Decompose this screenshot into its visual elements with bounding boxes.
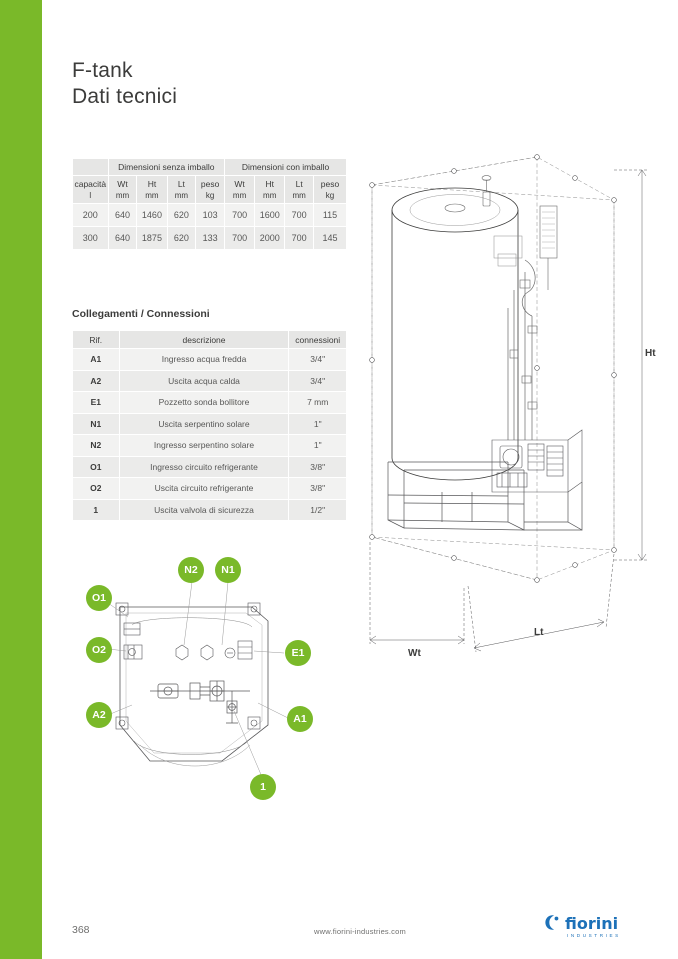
conn-ref: A2 [73, 370, 120, 392]
callout-badge-o1: O1 [86, 585, 112, 611]
conn-ref: A1 [73, 349, 120, 371]
table-row [73, 456, 347, 478]
col-header-weight-1 [196, 176, 225, 204]
conn-size: 3/4" [289, 349, 347, 371]
connections-title: Collegamenti / Connessioni [72, 308, 210, 320]
cell-ht2: 1600 [255, 204, 285, 227]
cell-wt1: 640 [108, 227, 137, 250]
cell-weight1: 103 [196, 204, 225, 227]
callout-badge-a2: A2 [86, 702, 112, 728]
dimensions-group-header-row [73, 159, 347, 176]
callout-badge-a1: A1 [287, 706, 313, 732]
cell-wt1: 640 [108, 204, 137, 227]
logo-tagline: INDUSTRIES [567, 933, 621, 938]
tank-assembly-svg [342, 140, 672, 700]
col-header-lt-2 [285, 176, 314, 204]
group-header-without-packaging: Dimensioni senza imballo [108, 159, 224, 176]
cell-capacity: 200 [73, 204, 109, 227]
footer-website: www.fiorini-industries.com [314, 927, 406, 936]
conn-desc: Uscita circuito refrigerante [119, 478, 289, 500]
conn-size: 1/2" [289, 499, 347, 521]
page-title [72, 58, 177, 110]
col-header-weight-2-label: peso [320, 178, 340, 189]
cell-capacity: 300 [73, 227, 109, 250]
col-header-capacity [73, 176, 109, 204]
group-header-empty [73, 159, 109, 176]
conn-desc: Ingresso serpentino solare [119, 435, 289, 457]
col-header-ht-1-unit: mm [145, 190, 159, 200]
conn-desc: Uscita acqua calda [119, 370, 289, 392]
col-header-lt-1-unit: mm [174, 190, 189, 200]
conn-header-description: descrizione [119, 331, 289, 349]
callout-badge-e1: E1 [285, 640, 311, 666]
cell-lt1: 620 [167, 227, 196, 250]
col-header-wt-2-unit: mm [232, 190, 247, 200]
callout-badge-1: 1 [250, 774, 276, 800]
col-header-wt-1-label: Wt [117, 178, 128, 189]
conn-desc: Ingresso circuito refrigerante [119, 456, 289, 478]
dimensions-table [72, 158, 347, 250]
title-line-2: Dati tecnici [72, 85, 178, 108]
col-header-ht-1 [137, 176, 167, 204]
conn-header-ref: Rif. [73, 331, 120, 349]
conn-desc: Uscita serpentino solare [119, 413, 289, 435]
conn-ref: O1 [73, 456, 120, 478]
col-header-weight-1-label: peso [200, 178, 220, 189]
logo-mark-icon [543, 913, 562, 932]
table-row [73, 227, 347, 250]
tank-topview-drawing [72, 545, 352, 815]
callout-badge-o2: O2 [86, 637, 112, 663]
table-row [73, 349, 347, 371]
col-header-ht-2 [255, 176, 285, 204]
conn-header-connections: connessioni [289, 331, 347, 349]
conn-size: 3/4" [289, 370, 347, 392]
col-header-ht-1-label: Ht [147, 178, 157, 189]
table-row [73, 499, 347, 521]
cell-ht1: 1875 [137, 227, 167, 250]
cell-lt2: 700 [285, 227, 314, 250]
col-header-weight-2-unit: kg [325, 190, 335, 200]
conn-size: 7 mm [289, 392, 347, 414]
col-header-lt-1-label: Lt [177, 178, 185, 189]
cell-ht2: 2000 [255, 227, 285, 250]
conn-size: 3/8" [289, 456, 347, 478]
conn-ref: 1 [73, 499, 120, 521]
callout-badge-n1: N1 [215, 557, 241, 583]
table-row [73, 370, 347, 392]
table-row [73, 413, 347, 435]
col-header-lt-2-label: Lt [295, 178, 303, 189]
left-green-band [0, 0, 42, 959]
conn-ref: O2 [73, 478, 120, 500]
col-header-wt-1-unit: mm [115, 190, 130, 200]
conn-ref: E1 [73, 392, 120, 414]
col-header-capacity-label: capacità [74, 178, 107, 189]
conn-ref: N2 [73, 435, 120, 457]
col-header-wt-1 [108, 176, 137, 204]
tank-topview-svg [72, 545, 352, 815]
company-logo [543, 912, 648, 944]
table-row [73, 204, 347, 227]
dimension-label-lt: Lt [534, 627, 544, 638]
conn-size: 1" [289, 435, 347, 457]
table-row [73, 435, 347, 457]
table-row [73, 478, 347, 500]
conn-desc: Pozzetto sonda bollitore [119, 392, 289, 414]
dimensions-column-header-row [73, 176, 347, 204]
cell-weight2: 115 [314, 204, 347, 227]
col-header-ht-2-unit: mm [263, 190, 277, 200]
conn-desc: Uscita valvola di sicurezza [119, 499, 289, 521]
conn-desc: Ingresso acqua fredda [119, 349, 289, 371]
page-number: 368 [72, 924, 90, 936]
col-header-lt-1 [167, 176, 196, 204]
dimension-label-ht: Ht [645, 348, 656, 359]
conn-ref: N1 [73, 413, 120, 435]
col-header-ht-2-label: Ht [265, 178, 274, 189]
cell-weight2: 145 [314, 227, 347, 250]
connections-header-row [73, 331, 347, 349]
logo-wordmark: fiorini [565, 914, 619, 933]
conn-size: 1" [289, 413, 347, 435]
col-header-capacity-unit: l [89, 190, 92, 200]
page-content [42, 0, 678, 959]
dimension-label-wt: Wt [408, 648, 421, 659]
title-line-1: F-tank [72, 59, 133, 82]
group-header-with-packaging: Dimensioni con imballo [225, 159, 347, 176]
col-header-wt-2 [225, 176, 255, 204]
cell-ht1: 1460 [137, 204, 167, 227]
cell-lt2: 700 [285, 204, 314, 227]
cell-weight1: 133 [196, 227, 225, 250]
connections-table [72, 330, 347, 521]
col-header-weight-1-unit: kg [205, 190, 215, 200]
callout-badge-n2: N2 [178, 557, 204, 583]
col-header-wt-2-label: Wt [234, 178, 245, 189]
tank-assembly-drawing [342, 140, 672, 700]
conn-size: 3/8" [289, 478, 347, 500]
col-header-lt-2-unit: mm [292, 190, 306, 200]
cell-wt2: 700 [225, 204, 255, 227]
cell-wt2: 700 [225, 227, 255, 250]
cell-lt1: 620 [167, 204, 196, 227]
table-row [73, 392, 347, 414]
